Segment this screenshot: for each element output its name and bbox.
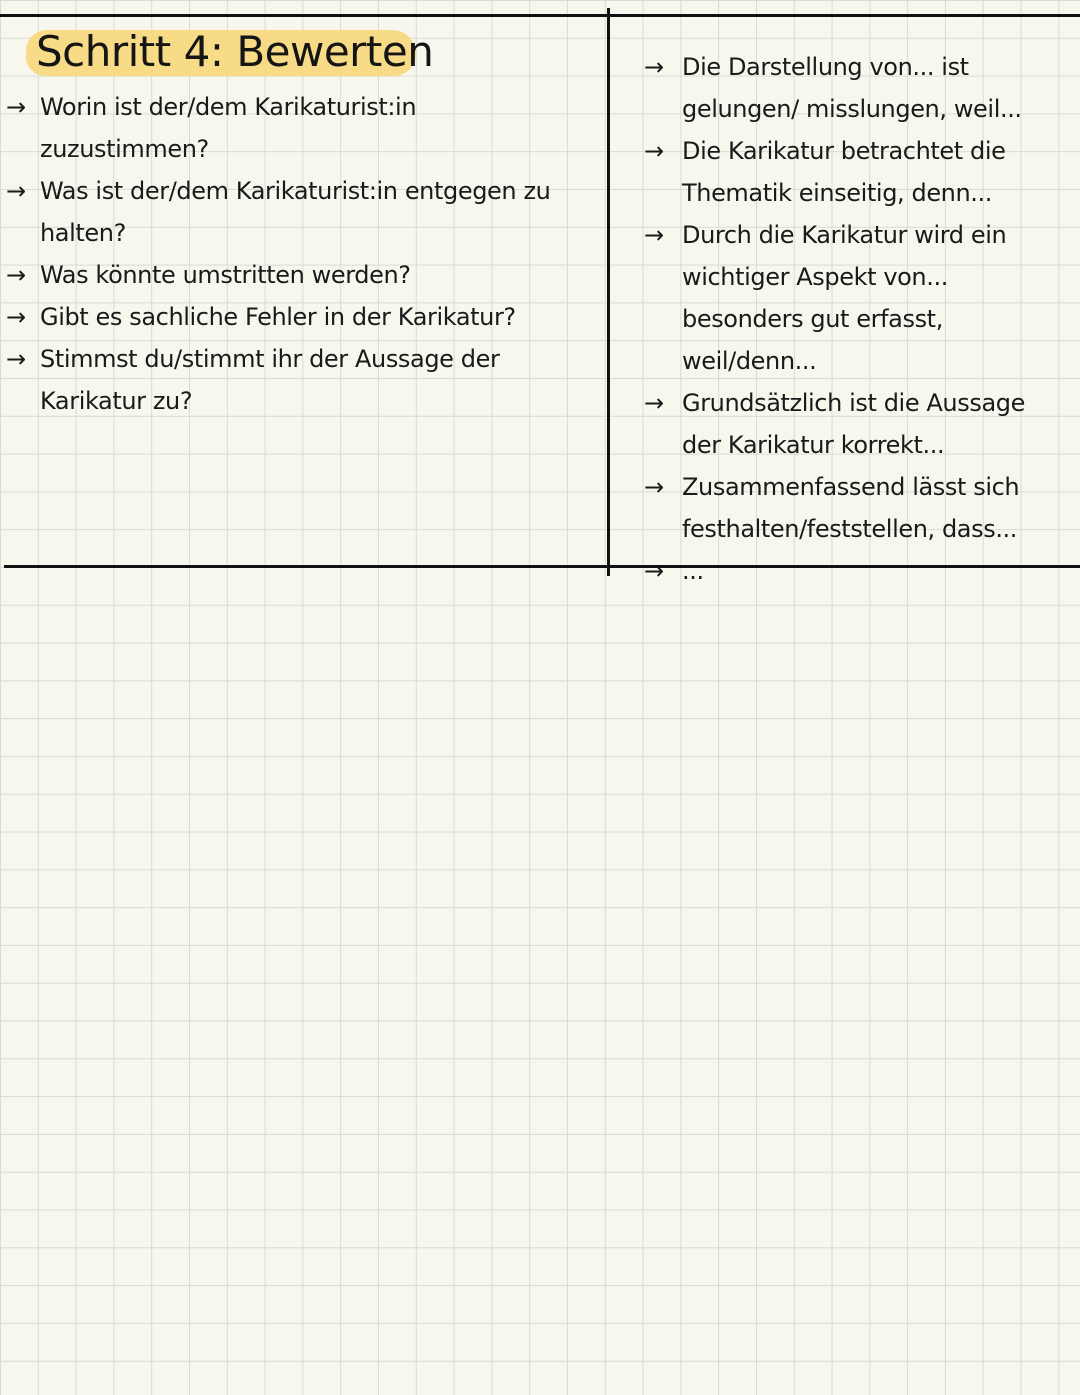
list-item [644, 46, 1064, 130]
arrow-right-icon: → [6, 345, 26, 373]
arrow-right-icon: → [6, 303, 26, 331]
list-item [6, 296, 566, 338]
list-item-text: ... [682, 557, 704, 585]
heading-text: Schritt 4: Bewerten [36, 27, 434, 76]
list-item-text: Zusammenfassend lässt sich festhalten/feststellen, dass... [682, 473, 1020, 543]
list-item [6, 86, 566, 170]
arrow-right-icon: → [644, 557, 664, 585]
arrow-right-icon: → [6, 261, 26, 289]
list-item [644, 130, 1064, 214]
list-item-text: Die Darstellung von... ist gelungen/ misslungen, weil... [682, 53, 1022, 123]
section-heading [26, 26, 434, 78]
list-item [6, 254, 566, 296]
list-item-text: Was ist der/dem Karikaturist:in entgegen zu halten? [40, 177, 551, 247]
arrow-right-icon: → [644, 221, 664, 249]
list-item [644, 550, 1064, 592]
list-item [644, 382, 1064, 466]
list-item-text: Grundsätzlich ist die Aussage der Karikatur korrekt... [682, 389, 1025, 459]
list-item [6, 338, 566, 422]
arrow-right-icon: → [644, 389, 664, 417]
list-item [6, 170, 566, 254]
arrow-right-icon: → [644, 137, 664, 165]
list-item [644, 466, 1064, 550]
list-item-text: Die Karikatur betrachtet die Thematik einseitig, denn... [682, 137, 1006, 207]
list-item-text: Worin ist der/dem Karikaturist:in zuzustimmen? [40, 93, 417, 163]
sentence-starters-list [644, 46, 1064, 592]
guiding-questions-list [6, 86, 566, 422]
list-item [644, 214, 1064, 382]
list-item-text: Stimmst du/stimmt ihr der Aussage der Karikatur zu? [40, 345, 500, 415]
table-top-border [0, 14, 1080, 17]
arrow-right-icon: → [644, 53, 664, 81]
arrow-right-icon: → [6, 177, 26, 205]
list-item-text: Was könnte umstritten werden? [40, 261, 411, 289]
arrow-right-icon: → [6, 93, 26, 121]
list-item-text: Gibt es sachliche Fehler in der Karikatur? [40, 303, 516, 331]
column-divider [607, 8, 610, 576]
arrow-right-icon: → [644, 473, 664, 501]
list-item-text: Durch die Karikatur wird ein wichtiger Aspekt von... besonders gut erfasst, weil/denn... [682, 221, 1007, 375]
